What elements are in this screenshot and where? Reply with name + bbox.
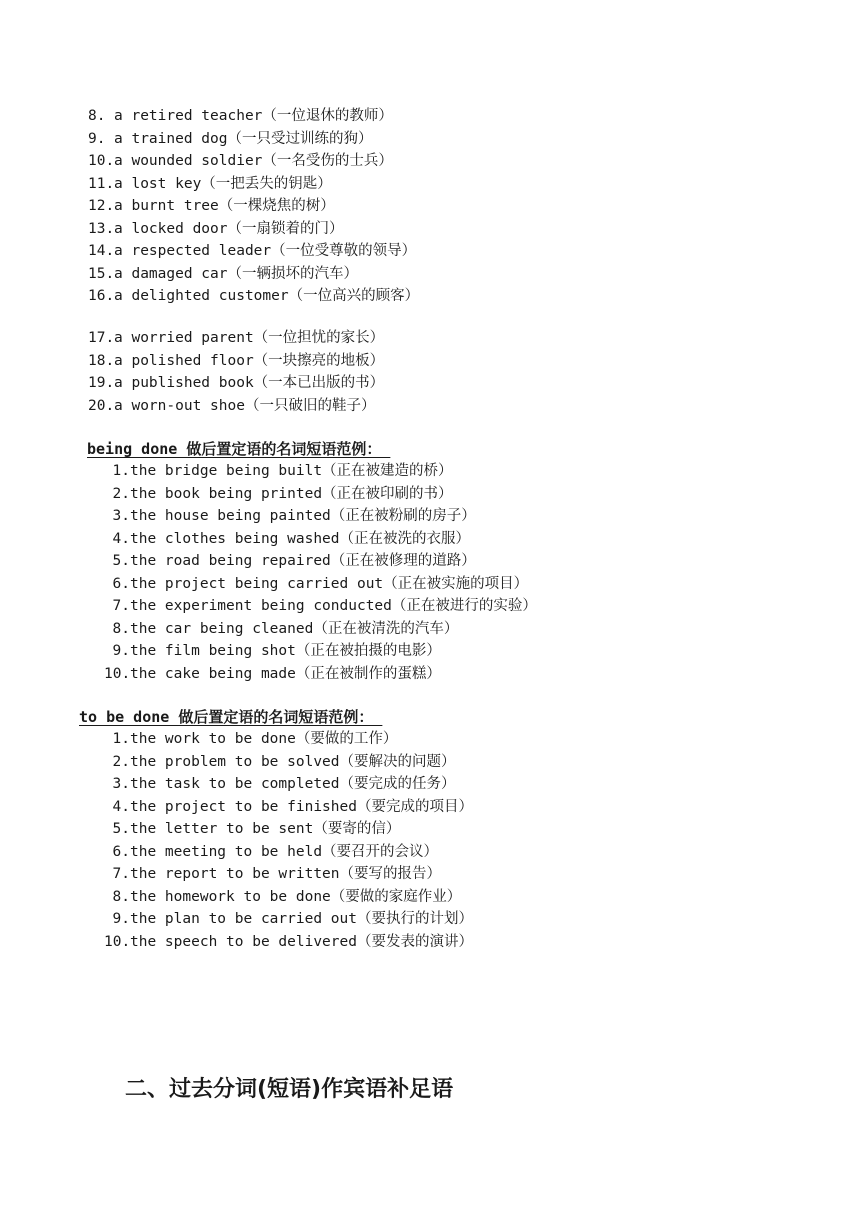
item-number: 10. xyxy=(104,933,131,950)
list-item xyxy=(104,460,537,483)
list-item xyxy=(104,528,537,551)
list-item xyxy=(104,483,537,506)
item-number: 6. xyxy=(112,843,130,860)
participle-list-b xyxy=(88,327,384,417)
being-done-heading: being done 做后置定语的名词短语范例： xyxy=(87,440,391,458)
list-item xyxy=(104,595,537,618)
item-number: 3. xyxy=(112,508,130,524)
item-text: a locked door（一扇锁着的门） xyxy=(114,220,344,237)
item-text: a retired teacher（一位退休的教师） xyxy=(114,108,393,124)
list-item xyxy=(88,372,384,395)
item-number: 6. xyxy=(112,575,130,592)
item-text: the task to be completed（要完成的任务） xyxy=(130,776,456,792)
being-done-list xyxy=(104,460,537,685)
item-text: the film being shot（正在被拍摄的电影） xyxy=(130,643,441,659)
item-text: the road being repaired（正在被修理的道路） xyxy=(130,553,476,569)
list-item xyxy=(104,640,537,663)
list-item xyxy=(104,931,473,954)
list-item xyxy=(104,550,537,573)
list-item xyxy=(88,350,384,373)
section-title: 二、过去分词(短语)作宾语补足语 xyxy=(125,1077,454,1102)
item-text: a worried parent（一位担忧的家长） xyxy=(114,330,385,346)
item-text: the speech to be delivered（要发表的演讲） xyxy=(130,933,473,950)
item-number: 2. xyxy=(112,485,130,502)
list-item xyxy=(104,841,473,864)
item-number: 17. xyxy=(88,330,115,346)
list-item xyxy=(104,818,473,841)
item-number: 13. xyxy=(88,220,115,237)
item-number: 5. xyxy=(112,553,130,569)
item-number: 4. xyxy=(112,530,130,547)
item-number: 19. xyxy=(88,375,115,391)
item-number: 8. xyxy=(112,620,130,637)
item-text: the work to be done（要做的工作） xyxy=(130,731,398,747)
item-text: a burnt tree（一棵烧焦的树） xyxy=(114,198,335,214)
item-number: 7. xyxy=(112,598,130,614)
item-number: 15. xyxy=(88,265,115,282)
list-item xyxy=(88,240,419,263)
list-item xyxy=(104,663,537,686)
item-number: 1. xyxy=(112,731,130,747)
item-text: the letter to be sent（要寄的信） xyxy=(130,821,401,837)
participle-list-a xyxy=(88,105,419,308)
to-be-done-list xyxy=(104,728,473,953)
item-number: 16. xyxy=(88,288,115,304)
item-number: 1. xyxy=(112,463,130,479)
item-text: the problem to be solved（要解决的问题） xyxy=(130,753,456,770)
list-item xyxy=(104,796,473,819)
item-text: a published book（一本已出版的书） xyxy=(114,375,385,391)
item-text: a worn-out shoe（一只破旧的鞋子） xyxy=(114,397,376,414)
list-item xyxy=(104,863,473,886)
list-item xyxy=(104,618,537,641)
item-text: the house being painted（正在被粉刷的房子） xyxy=(130,508,476,524)
item-number: 10. xyxy=(88,153,115,169)
to-be-done-heading: to be done 做后置定语的名词短语范例： xyxy=(79,708,383,726)
item-number: 9. xyxy=(88,130,106,147)
list-item xyxy=(104,728,473,751)
item-number: 10. xyxy=(104,665,131,682)
item-number: 9. xyxy=(112,911,130,927)
list-item xyxy=(88,285,419,308)
list-item xyxy=(104,886,473,909)
item-text: a delighted customer（一位高兴的顾客） xyxy=(114,288,420,304)
item-text: the meeting to be held（要召开的会议） xyxy=(130,843,439,860)
item-number: 4. xyxy=(112,798,130,815)
list-item xyxy=(88,195,419,218)
list-item xyxy=(104,505,537,528)
item-text: the book being printed（正在被印刷的书） xyxy=(130,485,453,502)
list-item xyxy=(104,773,473,796)
item-text: a trained dog（一只受过训练的狗） xyxy=(114,130,373,147)
item-text: a respected leader（一位受尊敬的领导） xyxy=(114,243,417,259)
item-text: the project being carried out（正在被实施的项目） xyxy=(130,575,529,592)
list-item xyxy=(104,908,473,931)
item-text: the experiment being conducted（正在被进行的实验） xyxy=(130,598,537,614)
item-number: 7. xyxy=(112,866,130,882)
item-text: a damaged car（一辆损坏的汽车） xyxy=(114,265,358,282)
item-number: 5. xyxy=(112,821,130,837)
item-number: 14. xyxy=(88,243,115,259)
list-item xyxy=(88,150,419,173)
item-text: the homework to be done（要做的家庭作业） xyxy=(130,888,462,905)
item-number: 8. xyxy=(88,108,106,124)
list-item xyxy=(88,128,419,151)
item-text: the car being cleaned（正在被清洗的汽车） xyxy=(130,620,459,637)
list-item xyxy=(88,395,384,418)
list-item xyxy=(104,573,537,596)
item-text: the project to be finished（要完成的项目） xyxy=(130,798,473,815)
item-text: a lost key（一把丢失的钥匙） xyxy=(114,175,332,192)
list-item xyxy=(88,327,384,350)
item-text: the bridge being built（正在被建造的桥） xyxy=(130,463,453,479)
item-number: 9. xyxy=(112,643,130,659)
item-number: 3. xyxy=(112,776,130,792)
item-text: the plan to be carried out（要执行的计划） xyxy=(130,911,473,927)
item-text: the cake being made（正在被制作的蛋糕） xyxy=(130,665,441,682)
item-number: 11. xyxy=(88,175,115,192)
item-text: a polished floor（一块擦亮的地板） xyxy=(114,352,385,369)
item-text: the report to be written（要写的报告） xyxy=(130,866,442,882)
item-text: the clothes being washed（正在被洗的衣服） xyxy=(130,530,471,547)
item-number: 18. xyxy=(88,352,115,369)
item-number: 2. xyxy=(112,753,130,770)
list-item xyxy=(88,173,419,196)
list-item xyxy=(88,105,419,128)
list-item xyxy=(88,218,419,241)
item-number: 20. xyxy=(88,397,115,414)
list-item xyxy=(88,263,419,286)
list-item xyxy=(104,751,473,774)
item-number: 8. xyxy=(112,888,130,905)
item-number: 12. xyxy=(88,198,115,214)
item-text: a wounded soldier（一名受伤的士兵） xyxy=(114,153,393,169)
